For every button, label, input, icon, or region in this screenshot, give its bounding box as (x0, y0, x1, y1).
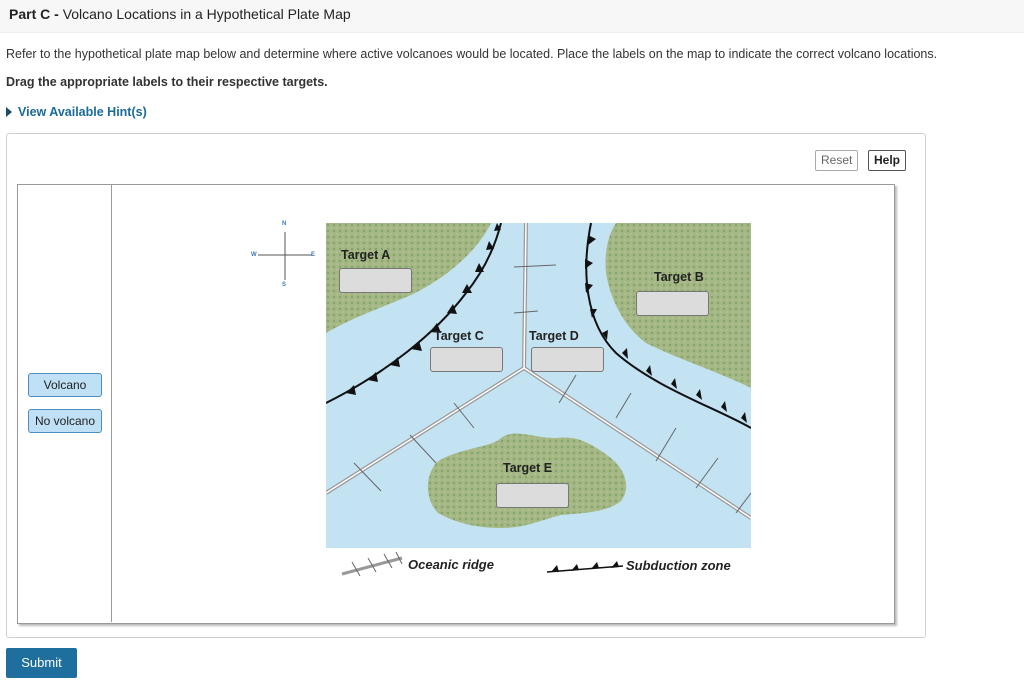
compass-e: E (311, 252, 316, 258)
target-a-dropzone[interactable] (339, 268, 412, 293)
legend-ridge: Oceanic ridge (408, 557, 494, 572)
drag-instructions: Drag the appropriate labels to their respective targets. (6, 75, 328, 89)
compass-w: W (251, 252, 257, 258)
target-a-label: Target A (341, 248, 391, 262)
triangle-right-icon (6, 107, 12, 117)
target-c-label: Target C (434, 329, 484, 343)
part-title (9, 6, 351, 22)
label-no-volcano[interactable]: No volcano (28, 409, 102, 433)
part-title-text: Volcano Locations in a Hypothetical Plate Map (62, 6, 351, 22)
target-d-dropzone[interactable] (531, 347, 604, 372)
target-c-dropzone[interactable] (430, 347, 503, 372)
instructions-text: Refer to the hypothetical plate map below and determine where active volcanoes would be located. Place the labels on the map to indicate the correct volcano locations. (6, 47, 938, 61)
target-b-dropzone[interactable] (636, 291, 709, 316)
part-label: Part C - (9, 6, 59, 22)
view-hints-link[interactable] (6, 105, 147, 119)
help-button[interactable]: Help (868, 150, 906, 171)
part-header (0, 0, 1024, 33)
target-b-label: Target B (654, 270, 704, 284)
hint-label: View Available Hint(s) (18, 105, 147, 119)
compass-s: S (282, 282, 287, 288)
subduction-legend-icon (545, 558, 625, 578)
compass-n: N (282, 221, 287, 227)
reset-button[interactable]: Reset (815, 150, 858, 171)
label-volcano[interactable]: Volcano (28, 373, 102, 397)
legend-subduction: Subduction zone (626, 558, 731, 573)
target-d-label: Target D (529, 329, 579, 343)
target-e-label: Target E (503, 461, 553, 475)
label-bank (17, 184, 112, 622)
compass-rose (255, 228, 315, 288)
target-e-dropzone[interactable] (496, 483, 569, 508)
ridge-legend-icon (340, 550, 406, 580)
submit-button[interactable]: Submit (6, 648, 77, 678)
